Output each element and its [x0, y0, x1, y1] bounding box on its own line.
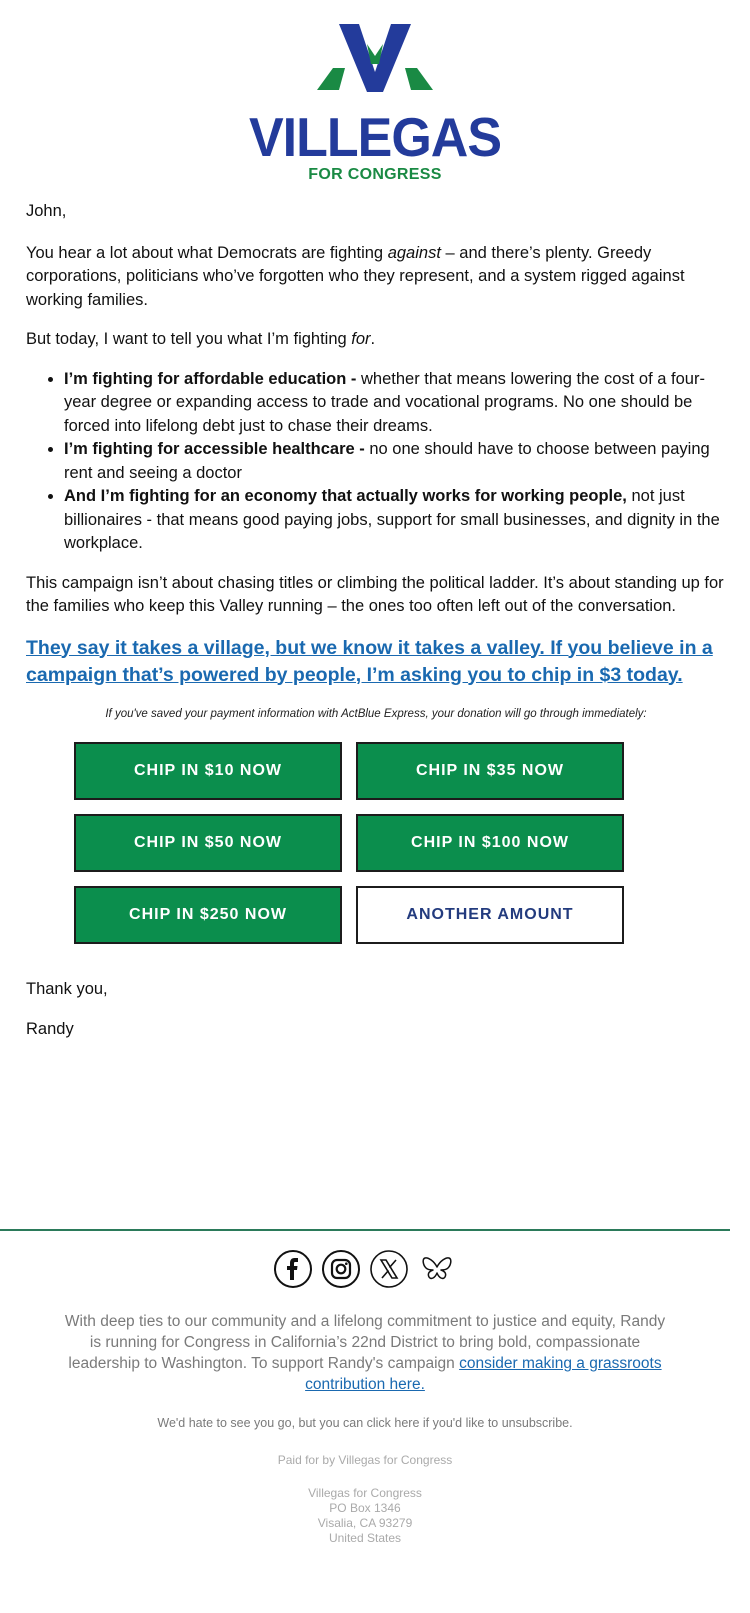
contribution-link[interactable]: consider making a grassroots contribution here.: [305, 1355, 662, 1393]
p1-end: – and there’s plenty. Greedy corporations, politicians who’ve forgotten who they represent, and a system rigged against working families.: [26, 243, 685, 309]
x-icon[interactable]: [369, 1249, 409, 1289]
logo-wordmark: VILLEGAS: [248, 107, 502, 169]
facebook-icon[interactable]: [273, 1249, 313, 1289]
signature: Randy: [26, 1020, 74, 1038]
list-item: [64, 485, 726, 556]
point-heading: I’m fighting for affordable education -: [64, 369, 357, 388]
p1-italic: against: [387, 243, 441, 262]
address-line: PO Box 1346: [329, 1501, 401, 1515]
logo-subtitle: FOR CONGRESS: [308, 166, 442, 183]
instagram-icon[interactable]: [321, 1249, 361, 1289]
email-body: [26, 200, 726, 952]
social-links: [0, 1249, 730, 1289]
point-text: not just billionaires - that means good paying jobs, support for small businesses, and dignity in the workplace.: [64, 487, 720, 552]
paragraph-campaign: This campaign isn’t about chasing titles or climbing the political ladder. It’s about standing up for the families who keep this Valley running – the ones too often left out of the conversation.: [26, 573, 724, 615]
point-heading: And I’m fighting for an economy that actually works for working people,: [64, 487, 627, 505]
mailing-address: [0, 1486, 730, 1546]
paragraph-intro: [26, 242, 726, 313]
footer-divider: [0, 1229, 730, 1231]
campaign-logo: [0, 20, 750, 183]
donate-cta-link[interactable]: They say it takes a village, but we know it takes a valley. If you believe in a campaign that’s powered by people, I’m asking you to chip in $3 today.: [26, 636, 713, 686]
list-item: [64, 368, 726, 439]
address-line: Villegas for Congress: [308, 1486, 422, 1500]
point-text: whether that means lowering the cost of a four-year degree or expanding access to trade and vocational programs. No one should be forced into lifelong debt just to chase their dreams.: [64, 369, 705, 435]
footer-blurb: [60, 1311, 670, 1395]
priorities-list: [26, 368, 726, 556]
p2-italic: for: [351, 330, 371, 348]
point-text: no one should have to choose between paying rent and seeing a doctor: [64, 440, 710, 482]
unsubscribe-link[interactable]: We'd hate to see you go, but you can click here if you'd like to unsubscribe.: [157, 1416, 573, 1430]
greeting: John,: [26, 202, 67, 220]
thank-you: Thank you,: [26, 980, 108, 998]
paid-for-disclaimer: Paid for by Villegas for Congress: [277, 1453, 453, 1467]
chip-in-10-button[interactable]: CHIP IN $10 NOW: [74, 742, 342, 800]
chip-in-50-button[interactable]: CHIP IN $50 NOW: [74, 814, 342, 872]
logo-mark-icon: [275, 20, 475, 95]
blurb-text: With deep ties to our community and a lifelong commitment to justice and equity, Randy is running for Congress in California’s 22nd District to bring bold, compassionate leadership to Washington. To support Randy's campaign: [64, 1313, 666, 1372]
donation-button-grid: [74, 742, 626, 952]
p2-start: But today, I want to tell you what I’m fighting: [26, 330, 352, 348]
address-line: United States: [328, 1531, 402, 1545]
signoff: [26, 978, 108, 1058]
address-line: Visalia, CA 93279: [317, 1516, 413, 1530]
paragraph-fighting-for: [26, 328, 726, 352]
chip-in-250-button[interactable]: CHIP IN $250 NOW: [74, 886, 342, 944]
bluesky-icon[interactable]: [417, 1249, 457, 1289]
list-item: [64, 438, 726, 485]
chip-in-35-button[interactable]: CHIP IN $35 NOW: [356, 742, 624, 800]
chip-in-100-button[interactable]: CHIP IN $100 NOW: [356, 814, 624, 872]
actblue-express-note: If you've saved your payment information with ActBlue Express, your donation will go through immediately:: [105, 707, 647, 720]
p2-end: .: [370, 330, 376, 348]
point-heading: I’m fighting for accessible healthcare -: [64, 440, 365, 458]
another-amount-button[interactable]: ANOTHER AMOUNT: [356, 886, 624, 944]
p1-start: You hear a lot about what Democrats are fighting: [26, 243, 388, 262]
